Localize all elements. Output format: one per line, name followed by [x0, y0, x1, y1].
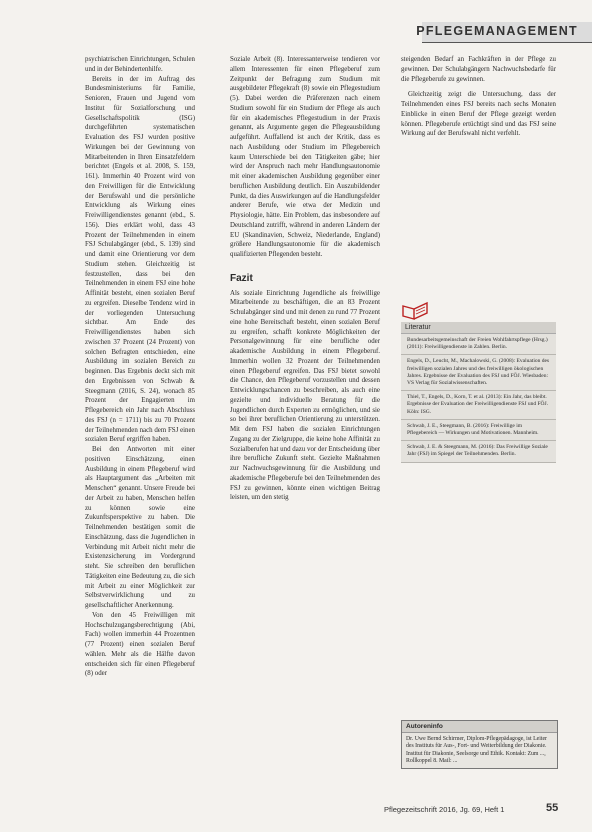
- text-column-3: [401, 55, 556, 139]
- paragraph: psychiatrischen Einrichtungen, Schulen und in der Behindertenhilfe.: [85, 56, 195, 73]
- paragraph: Von den 45 Freiwilligen mit Hochschulzugangsberechtigung (Abi, Fach) wollen immerhin 44 Prozentnen (77 Prozent) einen sozialen Beruf wählen. Mehr als die Hälfte davon entscheiden sich für einen Pflegeberuf (8) oder: [85, 611, 195, 678]
- section-heading-fazit: Fazit: [230, 272, 253, 284]
- paragraph: Gleichzeitig zeigt die Untersuchung, dass der Teilnehmenden eines FSJ bereits nach sechs Monaten Einblicke in einen Beruf der Pflege gezeigt werden können. Pflegeberufe ertüchtigt sind und das FSJ seine Wirkung auf der Berufswahl nicht verfehlt.: [401, 91, 556, 138]
- paragraph: steigenden Bedarf an Fachkräften in der Pflege zu gewinnen. Der Schulabgängern Nachwuchsbedarfe für die Pflegeberufe zu gewinnen.: [401, 56, 556, 83]
- literature-entry: Schwab, J. E. & Steegmann, M. (2016): Das Freiwillige Soziale Jahr (FSJ) im Spiegel der Teilnehmenden. Berlin.: [401, 441, 556, 462]
- literature-entry: Schwab, J. E., Steegmann, B. (2016): Freiwillige im Pflegebereich — Wirkungen und Motivationen. Mannheim.: [401, 420, 556, 441]
- author-info-text: Dr. Uwe Bernd Schirmer, Diplom-Pflegepädagoge, ist Leiter des Instituts für Aus-, Fort- und Weiterbildung der Diakonie. Institut für Diakonie, Seelsorge und Ethik. Kontakt: Zum ..., Rollkoppel 8. Mail: ...: [406, 736, 547, 764]
- text-column-1: [85, 55, 195, 679]
- text-column-2: [230, 55, 380, 503]
- section-title: PFLEGEMANAGEMENT: [416, 24, 578, 38]
- page-number: 55: [546, 802, 559, 814]
- literature-entry: Thiel, T., Engels, D., Korn, T. et al. (2013): Ein Jahr, das bleibt. Ergebnisse der Evaluation der Freiwilligendienste FSJ und FÖJ. Köln: ISG.: [401, 391, 556, 420]
- paragraph: Bei den Antworten mit einer positiven Einschätzung, einen Ausbildung in einem Pflegeberuf wird als Hauptargument das „Arbeiten mit Menschen“ genannt. Unsere Freude bei der Arbeit zu haben, Menschen helfen zu können sowie eine Zukunftsperspektive zu haben. Die Teilnehmenden bestätigen somit die Einschätzung, dass die Jugendlichen in Verbindung mit Arbeit nicht mehr die Existenzsicherung im Vordergrund steht. Sie schreiben den beruflichen Tätigkeiten eine Bedeutung zu, die sich mit Arbeit zu einer Möglichkeit zur Selbstverwirklichung und zu gesellschaftlicher Anerkennung.: [85, 446, 195, 609]
- literature-box: [401, 322, 556, 463]
- author-info-title: Autoreninfo: [402, 721, 557, 733]
- author-info-box: [401, 720, 558, 769]
- literature-title: Literatur: [401, 322, 556, 334]
- paragraph: Als soziale Einrichtung Jugendliche als freiwillige Mitarbeitende zu beschäftigen, die an 83 Prozent Schulabgänger sind und mit denen zu rund 77 Prozent eine hohe Bereitschaft besteht, einen sozialen Beruf zu ergreifen, schafft konkrete Möglichkeiten der Personalgewinnung für eine berufliche oder akademische Ausbildung in einem Pflegeberuf. Immerhin wollen 32 Prozent der Teilnehmenden einen Pflegeberuf ergreifen. Das FSJ bietet sowohl die Chance, den Pflegeberuf vorzustellen und dessen Entwicklungschancen zu beschreiben, als auch eine gezielte und individuelle Beratung für die Jugendlichen durch Experten zu ermöglichen, und sie so bei ihrer beruflichen Orientierung zu unterstützen. Mit dem FSJ haben die sozialen Einrichtungen Zugang zu der Zielgruppe, die keine hohe Affinität zu Sozialberufen hat und dazu vor der Entscheidung über ihre berufliche Zukunft steht. Gezielte Maßnahmen zur Nachwuchsgewinnung für die Ausbildung und akademische Pflegeberufe bei den Teilnehmenden des FSJ zu gewinnen, könnte einen wichtigen Beitrag leisten, um den stetig: [230, 289, 380, 502]
- literature-entry: Bundesarbeitsgemeinschaft der Freien Wohlfahrtspflege (Hrsg.) (2011): Freiwilligendienste in Zahlen. Berlin.: [401, 334, 556, 355]
- literature-entry: Engels, D., Leucht, M., Machalowski, G. (2008): Evaluation des freiwilligen sozialen Jahres und des freiwilligen ökologischen Jahres. Ergebnisse der Evaluation des FSJ und FÖJ. Wiesbaden: VS Verlag für Sozialwissenschaften.: [401, 355, 556, 391]
- paragraph: Bereits in der im Auftrag des Bundesministeriums für Familie, Senioren, Frauen und Jugend vom Institut für Sozialforschung und Gesellschaftspolitik (ISG) durchgeführten systematischen Evaluation des FSJ wurden positive Wirkungen bei der Gewinnung von Mitarbeitenden in Ihren Einsatzfeldern berichtet (Engels et al. 2008, S. 159, 161). Immerhin 40 Prozent wird von den Freiwilligen für die Entwicklung der Berufswahl und die persönliche Entwicklung als Wirkung eines Freiwilligendienstes genannt (ebd., S. 156). Dies erklärt wohl, dass 43 Prozent der Teilnehmenden in einem FSJ Schulabgänger (ebd., S. 139) sind und damit eine Orientierung vor dem Studium stehen. Gleichzeitig ist festzustellen, dass bei den Teilnehmenden in einem FSJ eine hohe Affinität besteht, einen sozialen Beruf zu ergreifen. Dieselbe Tendenz wird in der vorliegenden Untersuchung sichtbar. Am Ende des Freiwilligendienstes haben sich zwischen 37 Prozent (24 Prozent) von solchen Befragten entschieden, eine Ausbildung im sozialen Bereich zu beginnen. Das Ergebnis deckt sich mit den Ergebnissen von Schwab & Steegmann (2016, S. 24), wonach 85 Prozent der Engagierten im Pflegebereich ein Jahr nach Abschluss des FSJ (n = 1711) bis zu 70 Prozent der Teilnehmenden nach dem FSJ einen sozialen Beruf ergriffen haben.: [85, 75, 195, 444]
- paragraph: Soziale Arbeit (8). Interessanterweise tendieren vor allem Interessenten für einen Pflegeberuf zum Zeitpunkt der Befragung zum Studium mit ausgebildeter Pflegekraft (8) sowie ein Pflegestudium (5). Dabei werden die Präferenzen nach einem Studium sowohl für ein Studium der Pflege als auch für ein akademisches Pflegestudium in der Praxis genannt, als Argumente gegen die Pflegeausbildung aufgeführt. Auffallend ist auch der Kritik, dass es nach Ausbildung oder Studium im Pflegebereich kaum Unterschiede bei den Tätigkeiten gäbe; hier wird der Anspruch nach mehr Handlungsautonomie mit einer akademischen Ausbildung gegenüber einer beruflichen Ausbildung deutlich. Ein Auszubildender Punkt, da dies Auswirkungen auf die Handlungsfelder anderer Berufe, wie etwa der Medizin und Physiologie, hätte. Ein Problem, das insbesondere auf Deutschland zutrifft, während in anderen Ländern der EU (Skandinavien, Schweiz, Niederlande, England) größere Handlungsautonomie für die akademisch qualifizierten Pflegenden besteht.: [230, 56, 380, 258]
- footer-journal-citation: Pflegezeitschrift 2016, Jg. 69, Heft 1: [384, 805, 505, 814]
- open-book-icon: [401, 300, 429, 320]
